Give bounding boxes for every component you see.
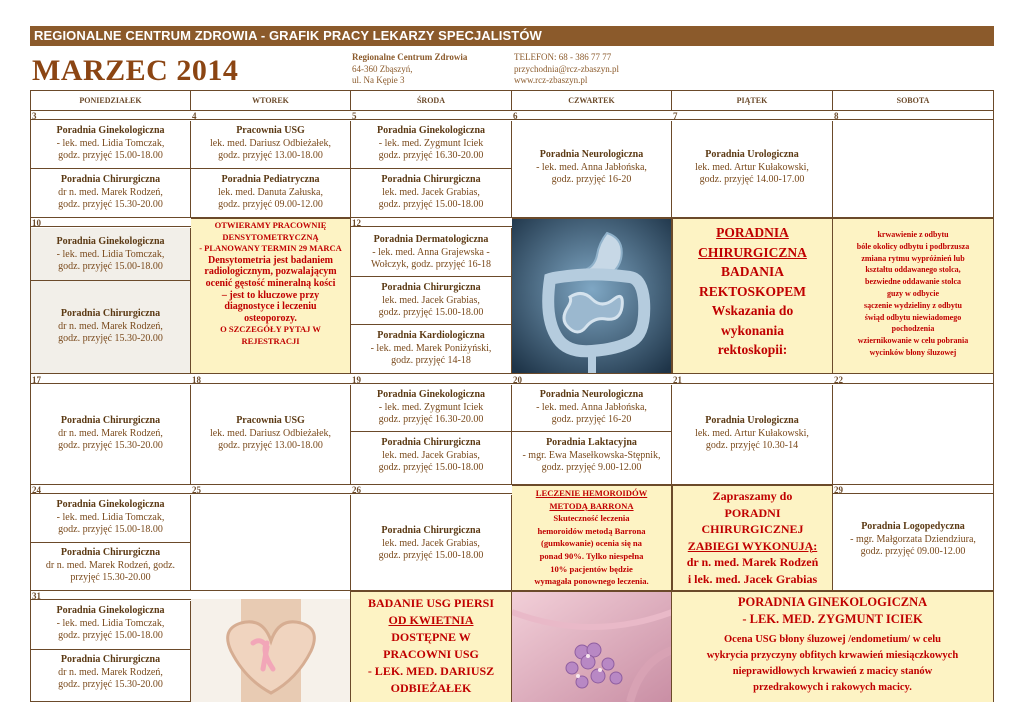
day-number: 18 (192, 375, 201, 385)
day-number: 10 (32, 218, 41, 228)
day-cell (672, 385, 833, 485)
flowers-illustration (512, 592, 672, 702)
day-cell (31, 601, 191, 702)
day-cell (672, 121, 833, 218)
schedule-entry: Poradnia Ginekologiczna - lek. med. Lidia Tomczak, godz. przyjęć 15.00-18.00 (56, 125, 165, 161)
weekday-label: CZWARTEK (512, 91, 672, 110)
day-cell (351, 385, 512, 485)
schedule-entry: Poradnia Urologiczna lek. med. Artur Kułakowski, godz. przyjęć 14.00-17.00 (695, 149, 809, 185)
promo-surgery (672, 485, 833, 591)
schedule-entry: Poradnia Logopedyczna - mgr. Małgorzata Dziendziura, godz. przyjęć 09.00-12.00 (850, 521, 976, 557)
schedule-entry: Poradnia Urologiczna lek. med. Artur Kułakowski, godz. przyjęć 10.30-14 (695, 415, 809, 451)
schedule-entry: Poradnia Chirurgiczna lek. med. Jacek Grabias, godz. przyjęć 15.00-18.00 (378, 282, 484, 318)
day-cell (191, 121, 351, 218)
promo-text: krwawienie z odbytu bóle okolicy odbytu i podbrzusza zmiana rytmu wypróżnień lub kształtu oddawanego stolca, bezwiedne oddawanie stolca guzy w odbycie sączenie wydzieliny z odbytu świąd odbytu niewiadomego pochodzenia wziernikowanie w celu pobrania wycinków błony śluzowej (856, 230, 970, 357)
schedule-entry: Poradnia Kardiologiczna - lek. med. Marek Poniżyński, godz. przyjęć 14-18 (370, 330, 492, 366)
day-number: 7 (673, 111, 678, 121)
day-cell (191, 385, 351, 485)
flowers-image (512, 591, 672, 702)
day-cell (31, 385, 191, 485)
schedule-entry: Poradnia Chirurgiczna dr n. med. Marek Rodzeń, godz. przyjęć 15.30-20.00 (58, 415, 163, 451)
week-number-row (31, 111, 993, 120)
promo-text: BADANIE USG PIERSI OD KWIETNIA DOSTĘPNE W PRACOWNI USG - LEK. MED. DARIUSZ ODBIEŻAŁEK (367, 596, 495, 695)
weekday-label: WTOREK (191, 91, 351, 110)
weekday-label: ŚRODA (351, 91, 512, 110)
header-banner (30, 26, 994, 46)
schedule-entry: Pracownia USG lek. med. Dariusz Odbieżałek, godz. przyjęć 13.00-18.00 (209, 415, 332, 451)
weekday-label: PONIEDZIAŁEK (31, 91, 191, 110)
address-line: 64-360 Zbąszyń, (352, 63, 413, 74)
schedule-entry: Poradnia Ginekologiczna - lek. med. Zygmunt Iciek godz. przyjęć 16.30-20.00 (376, 389, 486, 425)
promo-rectoscopy (672, 218, 833, 374)
weekday-label: SOBOTA (896, 96, 930, 105)
schedule-entry: Poradnia Ginekologiczna - lek. med. Lidia Tomczak, godz. przyjęć 15.00-18.00 (56, 499, 165, 535)
day-number: 29 (834, 485, 843, 495)
calendar-grid (30, 90, 994, 702)
day-cell (31, 121, 191, 218)
address-line: ul. Na Kępie 3 (352, 75, 405, 85)
intestine-illustration (512, 219, 672, 374)
promo-indications (833, 218, 993, 374)
day-cell (351, 495, 512, 591)
schedule-entry: Poradnia Chirurgiczna lek. med. Jacek Grabias, godz. przyjęć 15.00-18.00 (378, 174, 484, 210)
week-number-row (31, 591, 191, 600)
day-number: 26 (352, 485, 361, 495)
page-title: MARZEC 2014 (32, 54, 239, 87)
schedule-entry: Poradnia Chirurgiczna lek. med. Jacek Grabias, godz. przyjęć 15.00-18.00 (378, 525, 484, 561)
day-cell (31, 495, 191, 591)
schedule-entry: Poradnia Neurologiczna - lek. med. Anna Jabłońska, godz. przyjęć 16-20 (536, 389, 647, 425)
day-number: 24 (32, 485, 41, 495)
day-number: 17 (32, 375, 41, 385)
schedule-entry: Poradnia Chirurgiczna dr n. med. Marek Rodzeń, godz. przyjęć 15.30-20.00 (58, 308, 163, 344)
schedule-entry: Poradnia Dermatologiczna - lek. med. Anna Grajewska - Wołczyk, godz. przyjęć 16-18 (371, 234, 491, 270)
day-number: 12 (352, 218, 361, 228)
heart-hands-image (191, 591, 351, 702)
day-cell (351, 121, 512, 218)
day-number: 4 (192, 111, 197, 121)
day-cell (31, 228, 191, 374)
heart-hands-illustration (191, 591, 351, 702)
promo-text: Ocena USG błony śluzowej /endometium/ w celu wykrycia przyczyny obfitych krwawień miesiączkowych nieprawidłowych krwawień z macicy stanów przedrakowych i rakowych macicy. (706, 634, 959, 693)
intestine-image (512, 218, 672, 374)
weekday-label: PIĄTEK (672, 91, 833, 110)
promo-text: OTWIERAMY PRACOWNIĘ DENSYTOMETRYCZNĄ - PLANOWANY TERMIN 29 MARCA Densytometria jest badaniem radiologicznym, pozwalającym ocenić gęstość mineralną kości – jest to kluczowe przy diagnostyce i leczeniu osteoporozy. O SZCZEGÓŁY PYTAJ W REJESTRACJI (199, 220, 342, 346)
promo-text: LECZENIE HEMOROIDÓW METODĄ BARRONA Skuteczność leczenia hemoroidów metodą Barrona (gumkowanie) ocenia się na ponad 90%. Tylko niespełna 10% pacjentów będzie wymagała ponownego leczenia. (534, 488, 649, 587)
schedule-entry: Poradnia Pediatryczna lek. med. Danuta Załuska, godz. przyjęć 09.00-12.00 (218, 174, 323, 210)
schedule-entry: Poradnia Chirurgiczna lek. med. Jacek Grabias, godz. przyjęć 15.00-18.00 (378, 437, 484, 473)
day-number: 5 (352, 111, 357, 121)
schedule-entry: Poradnia Ginekologiczna - lek. med. Lidia Tomczak, godz. przyjęć 15.00-18.00 (56, 236, 165, 272)
schedule-entry: Poradnia Chirurgiczna dr n. med. Marek Rodzeń, godz. przyjęć 15.30-20.00 (45, 547, 176, 583)
promo-text: Zapraszamy do PORADNI CHIRURGICZNEJ ZABIEGI WYKONUJĄ: dr n. med. Marek Rodzeń i lek. med. Jacek Grabias (686, 489, 819, 586)
website-link[interactable]: www.rcz-zbaszyn.pl (514, 75, 588, 85)
promo-barron (512, 485, 672, 591)
day-cell (191, 495, 351, 591)
banner-title: REGIONALNE CENTRUM ZDROWIA - GRAFIK PRACY LEKARZY SPECJALISTÓW (34, 28, 542, 43)
day-number: 19 (352, 375, 361, 385)
schedule-entry: Poradnia Neurologiczna - lek. med. Anna Jabłońska, godz. przyjęć 16-20 (536, 149, 647, 185)
schedule-entry: Poradnia Chirurgiczna dr n. med. Marek Rodzeń, godz. przyjęć 15.30-20.00 (58, 174, 163, 210)
day-cell (512, 385, 672, 485)
promo-gynecology-usg (672, 591, 993, 702)
day-number: 22 (834, 375, 843, 385)
day-cell (833, 121, 993, 218)
day-cell (833, 385, 993, 485)
schedule-entry: Poradnia Ginekologiczna - lek. med. Lidia Tomczak, godz. przyjęć 15.00-18.00 (56, 605, 165, 641)
promo-breast-usg (351, 591, 512, 702)
promo-densitometry (191, 218, 351, 374)
day-number: 20 (513, 375, 522, 385)
day-number: 25 (192, 485, 201, 495)
promo-text: PORADNIA CHIRURGICZNA BADANIA REKTOSKOPEM Wskazania do wykonania rektoskopii: (698, 225, 807, 357)
address-line: Regionalne Centrum Zdrowia (352, 52, 468, 62)
week-number-row (31, 375, 993, 384)
phone-text: TELEFON: 68 - 386 77 77 (514, 52, 612, 62)
day-cell (351, 228, 512, 374)
contact-block (514, 52, 619, 87)
schedule-entry: Poradnia Laktacyjna - mgr. Ewa Masełkowska-Stępnik, godz. przyjęć 9.00-12.00 (522, 437, 661, 473)
email-link[interactable]: przychodnia@rcz-zbaszyn.pl (514, 63, 619, 74)
day-number: 31 (32, 591, 41, 601)
day-number: 3 (32, 111, 37, 121)
address-block (352, 52, 467, 87)
day-cell (833, 495, 993, 591)
day-cell (512, 121, 672, 218)
day-number: 6 (513, 111, 518, 121)
schedule-entry: Poradnia Chirurgiczna dr n. med. Marek Rodzeń, godz. przyjęć 15.30-20.00 (58, 654, 163, 690)
day-number: 21 (673, 375, 682, 385)
schedule-entry: Poradnia Ginekologiczna - lek. med. Zygmunt Iciek godz. przyjęć 16.30-20.00 (376, 125, 486, 161)
promo-title: PORADNIA GINEKOLOGICZNA - LEK. MED. ZYGMUNT ICIEK (737, 595, 928, 626)
day-number: 8 (834, 111, 839, 121)
schedule-entry: Pracownia USG lek. med. Dariusz Odbieżałek, godz. przyjęć 13.00-18.00 (209, 125, 332, 161)
weekday-header (31, 91, 993, 111)
